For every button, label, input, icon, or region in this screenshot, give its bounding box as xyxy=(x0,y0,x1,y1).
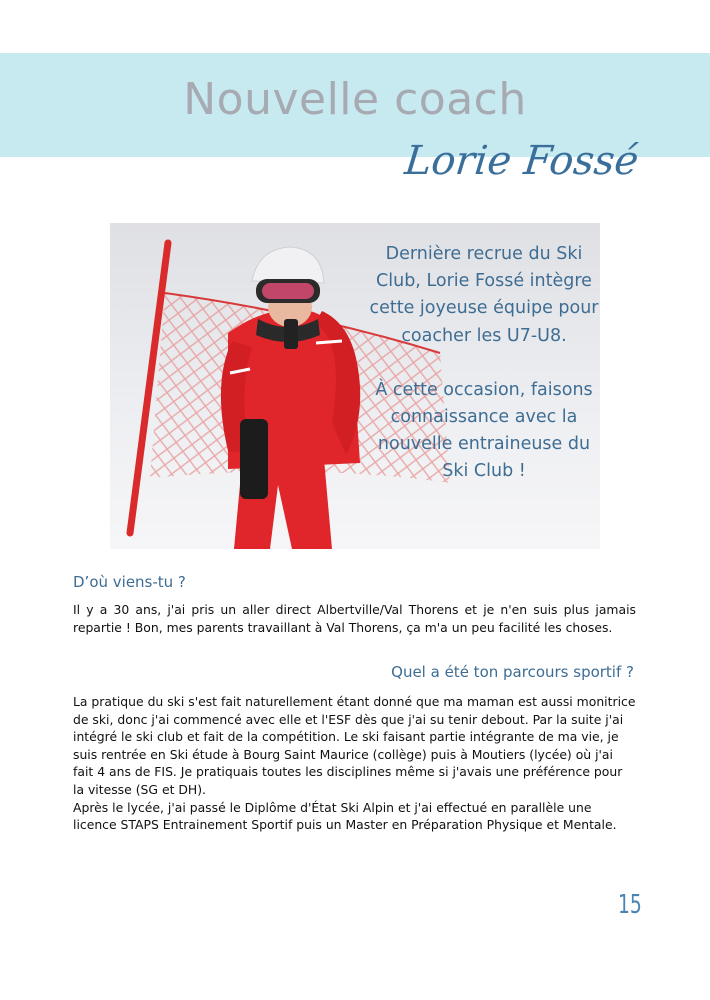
page-number: 15 xyxy=(618,890,642,920)
answer-career-paragraph-2: Après le lycée, j'ai passé le Diplôme d'État Ski Alpin et j'ai effectué en parallèle une licence STAPS Entrainement Sportif puis un Master en Préparation Physique et Mentale. xyxy=(73,799,617,833)
answer-career xyxy=(73,693,636,834)
question-origin: D’où viens-tu ? xyxy=(73,573,186,591)
answer-origin: Il y a 30 ans, j'ai pris un aller direct Albertville/Val Thorens et je n'en suis plus jamais repartie ! Bon, mes parents travaillant à Val Thorens, ça m'a un peu facilité les choses. xyxy=(73,602,636,635)
intro-text-overlay xyxy=(368,241,600,486)
coach-name-signature: Lorie Fossé xyxy=(402,138,641,184)
intro-paragraph-2: À cette occasion, faisons connaissance avec la nouvelle entraineuse du Ski Club ! xyxy=(375,379,593,482)
answer-career-paragraph-1: La pratique du ski s'est fait naturellement étant donné que ma maman est aussi monitrice de ski, donc j'ai commencé avec elle et l'ESF dès que j'ai su tenir debout. Par la suite j'ai intégré le ski club et fait de la compétition. Le ski faisant partie intégrante de ma vie, je suis rentrée en Ski étude à Bourg Saint Maurice (collège) puis à Moutiers (lycée) où j'ai fait 4 ans de FIS. Je pratiquais toutes les disciplines même si j'avais une préférence pour la vitesse (SG et DH). xyxy=(73,694,636,797)
intro-paragraph-1: Dernière recrue du Ski Club, Lorie Fossé intègre cette joyeuse équipe pour coacher les U7-U8. xyxy=(369,244,599,346)
page-title: Nouvelle coach xyxy=(183,74,527,125)
coach-photo xyxy=(110,223,600,549)
question-career: Quel a été ton parcours sportif ? xyxy=(391,663,634,681)
